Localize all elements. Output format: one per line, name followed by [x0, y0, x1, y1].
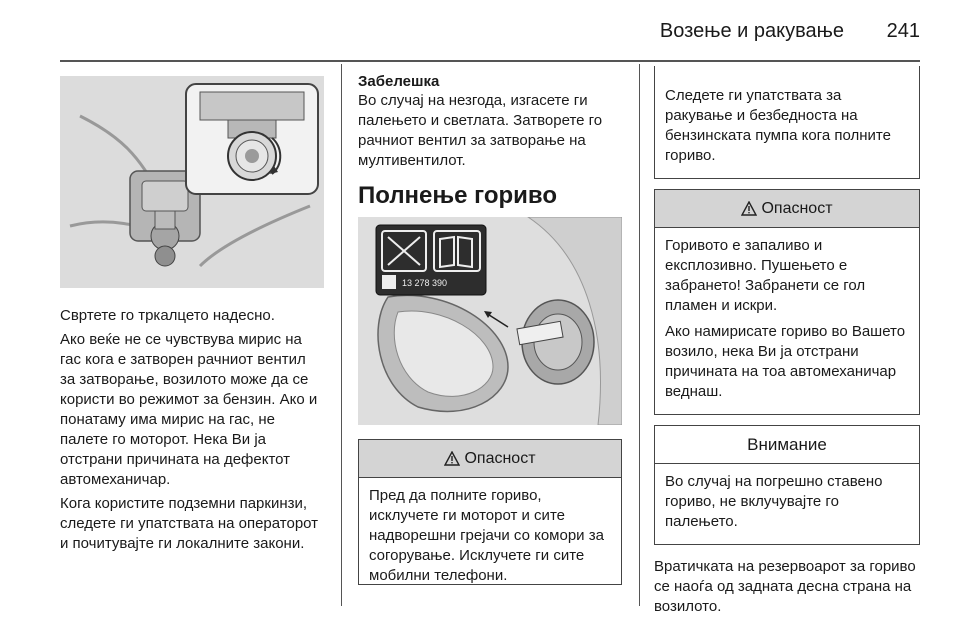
page-title: Возење и ракување — [659, 20, 844, 42]
column-2 — [358, 66, 622, 585]
caution-box-header — [655, 426, 919, 464]
danger-box-header — [359, 440, 621, 478]
column-1 — [60, 66, 324, 558]
danger-box-paragraph: Горивото е запаливо и експлозивно. Пушењето е забрането! Забранети се гол пламен и искри. — [665, 237, 866, 314]
caution-box-text: Во случај на погрешно ставено гориво, не вклучувајте го палењето. — [665, 473, 883, 530]
column-3 — [654, 66, 920, 621]
multivalve-drawing — [60, 76, 324, 288]
warning-icon — [741, 201, 757, 216]
page-number: 241 — [886, 20, 920, 42]
caution-box-body — [655, 464, 919, 544]
note-title: Забелешка — [358, 73, 440, 90]
danger-box — [654, 189, 920, 415]
pump-instructions-box — [654, 66, 920, 179]
danger-box-title: Опасност — [761, 199, 833, 217]
danger-box-header — [655, 190, 919, 228]
body-paragraph: Вратичката на резервоарот за гориво се наоѓа од задната десна страна на возилото. — [654, 558, 916, 615]
danger-box-paragraph: Ако намирисате гориво во Вашето возило, нека Ви ја отстрани причината на тоа автомеханичар веднаш. — [665, 323, 906, 400]
body-paragraph: Кога користите подземни паркинзи, следете ги упатствата на операторот и почитувајте ги локалните закони. — [60, 495, 319, 552]
header-rule — [60, 60, 920, 62]
multivalve-illustration — [60, 76, 324, 288]
pump-instructions-body — [655, 66, 919, 178]
danger-box — [358, 439, 622, 585]
danger-box-title: Опасност — [464, 449, 536, 467]
caution-box-title: Внимание — [747, 434, 827, 454]
danger-box-text: Пред да полните гориво, исклучете ги моторот и сите надворешни грејачи со комори за согорување. Исклучете ги сите мобилни телефони. — [369, 487, 604, 584]
fuel-flap-illustration — [358, 217, 622, 425]
body-paragraph: Ако веќе не се чувствува мирис на гас кога е затворен рачниот вентил за затворање, возилото може да се користи во режимот за бензин. Ако и понатаму има мирис на гас, не палете го моторот. Нека Ви ја отстрани причината на дефектот автомеханичар. — [60, 331, 318, 488]
note-text: Во случај на незгода, изгасете ги палењето и светлата. Затворете го рачниот вентил за затворање на мултивентилот. — [358, 92, 603, 169]
section-heading: Полнење гориво — [358, 182, 558, 209]
fuel-flap-drawing — [358, 217, 622, 425]
column-divider — [341, 64, 342, 606]
pump-instructions-text: Следете ги упатствата за ракување и безбедноста на бензинската пумпа кога полните гориво. — [665, 87, 891, 164]
label-code: 13 278 390 — [402, 278, 448, 288]
danger-box-body — [359, 478, 621, 584]
column-divider — [639, 64, 640, 606]
body-paragraph: Свртете го тркалцето надесно. — [60, 307, 275, 324]
warning-icon — [444, 451, 460, 466]
danger-box-body — [655, 228, 919, 414]
caution-box — [654, 425, 920, 545]
page-header — [60, 14, 920, 50]
